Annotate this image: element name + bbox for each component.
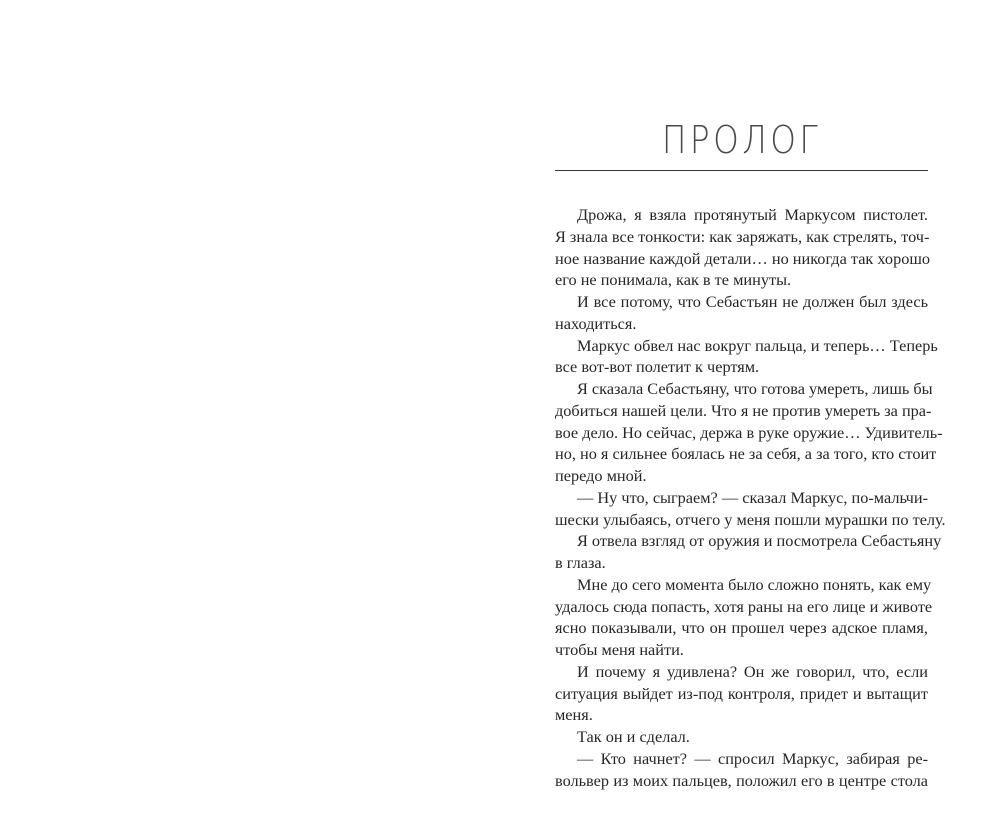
text-line: передо мной. bbox=[555, 466, 647, 485]
text-line: меня. bbox=[555, 705, 593, 725]
text-line: его не понимала, как в те минуты. bbox=[555, 270, 792, 290]
text-line: Я сказала Себастьяну, что готова умереть, лишь бы bbox=[577, 379, 933, 398]
text-line: Дрожа, я взяла протянутый Маркусом пистолет. bbox=[577, 205, 928, 224]
text-line: Так он и сделал. bbox=[577, 727, 690, 746]
text-line: удалось сюда попасть, хотя раны на его лице и животе bbox=[555, 596, 933, 616]
text-line: вое дело. Но сейчас, держа в руке оружие… Удивитель- bbox=[555, 422, 943, 442]
text-line: ясно показывали, что он прошел через адское пламя, bbox=[555, 618, 928, 638]
text-line: ситуация выйдет из-под контроля, придет и вытащит bbox=[555, 683, 928, 703]
text-line: находиться. bbox=[555, 313, 637, 333]
text-line: но, но я сильнее боялась не за себя, а за того, кто стоит bbox=[555, 444, 937, 464]
text-line: И почему я удивлена? Он же говорил, что, если bbox=[577, 661, 928, 681]
text-line: Маркус обвел нас вокруг пальца, и теперь… Теперь bbox=[577, 335, 938, 355]
text-line: вольвер из моих пальцев, положил его в центре стола bbox=[555, 770, 928, 790]
text-line: все вот-вот полетит к чертям. bbox=[555, 357, 760, 377]
text-line: — Кто начнет? — спросил Маркус, забирая ре- bbox=[577, 748, 928, 768]
text-line: шески улыбаясь, отчего у меня пошли мурашки по телу. bbox=[555, 509, 946, 529]
text-line: в глаза. bbox=[555, 553, 606, 572]
text-line: Мне до сего момента было сложно понять, как ему bbox=[577, 574, 932, 594]
text-line: — Ну что, сыграем? — сказал Маркус, по-мальчи- bbox=[577, 487, 928, 507]
title-divider bbox=[555, 170, 928, 171]
text-line: ное название каждой детали… но никогда так хорошо bbox=[555, 248, 931, 268]
text-line: И все потому, что Себастьян не должен был здесь bbox=[577, 292, 928, 311]
text-line: добиться нашей цели. Что я не против умереть за пра- bbox=[555, 400, 932, 420]
chapter-body-text bbox=[555, 204, 946, 791]
text-line: Я знала все тонкости: как заряжать, как стрелять, точ- bbox=[555, 226, 930, 246]
chapter-title: ПРОЛОГ bbox=[661, 118, 822, 162]
text-line: Я отвела взгляд от оружия и посмотрела Себастьяну bbox=[577, 531, 942, 551]
text-line: чтобы меня найти. bbox=[555, 640, 684, 659]
